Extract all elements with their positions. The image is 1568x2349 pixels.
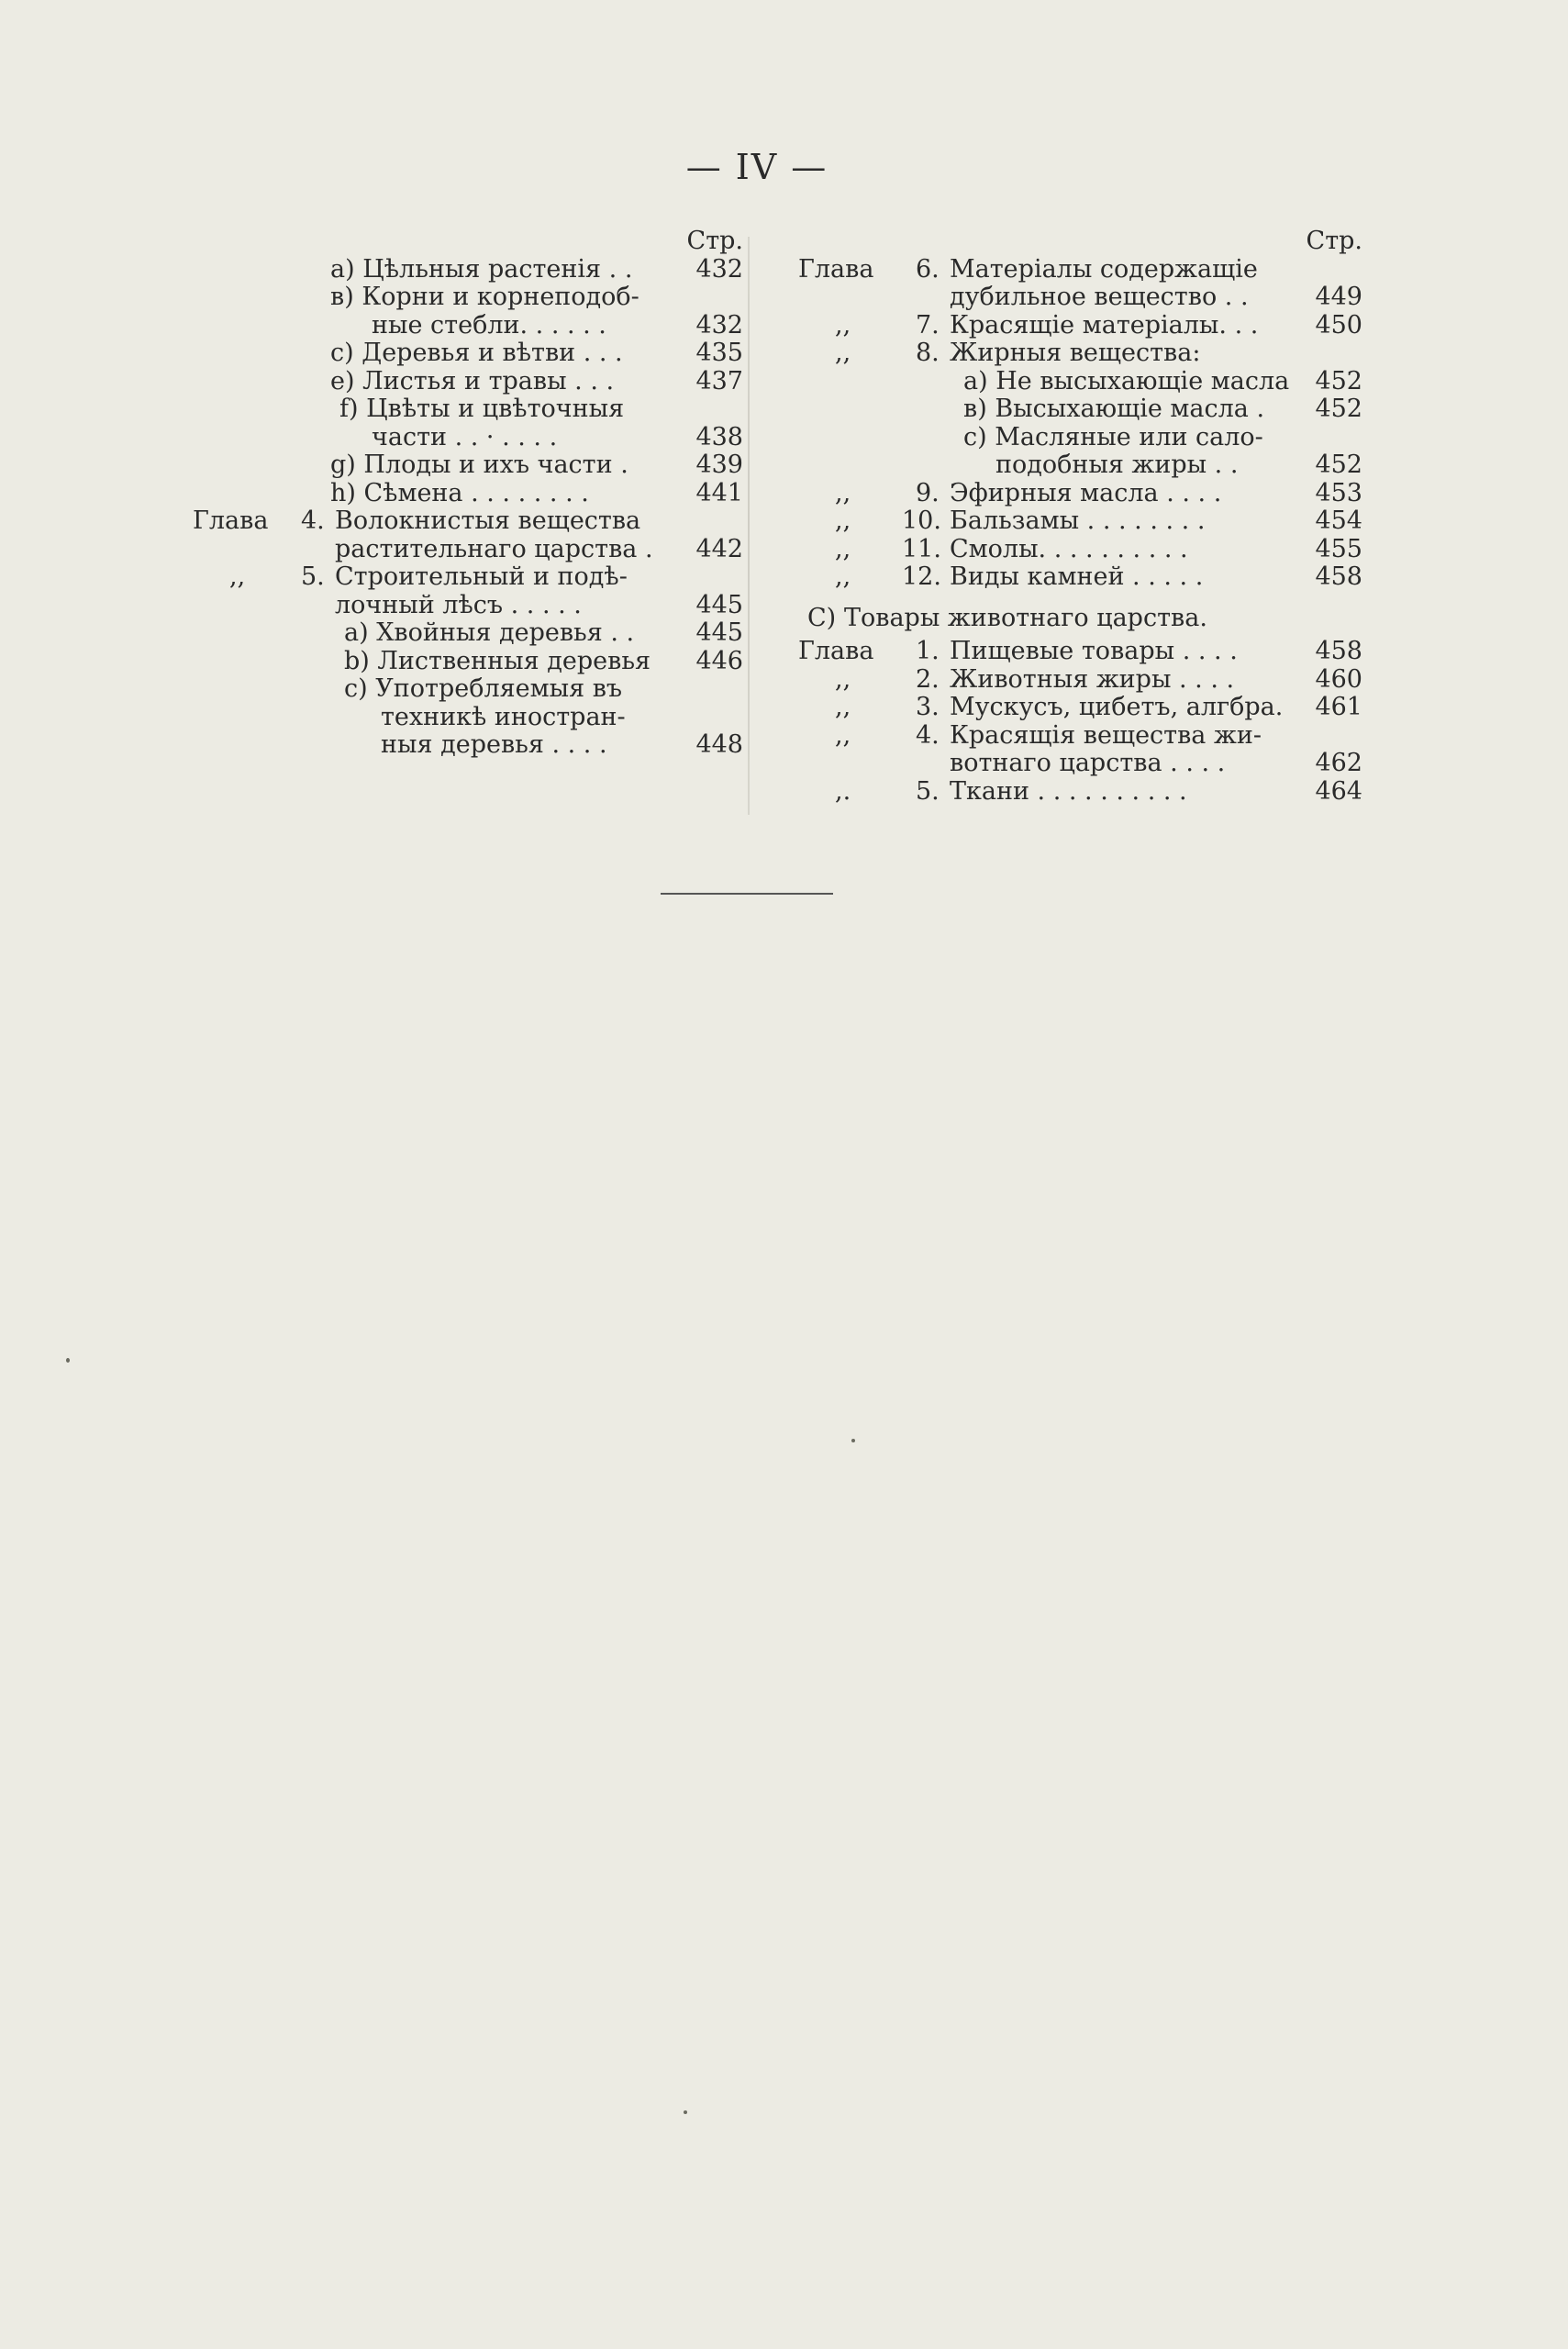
toc-entry [807,778,1362,807]
page-number-ref: 455 [1315,534,1362,563]
page-column-header: Стр. [1306,227,1362,255]
page-number-ref: 437 [695,366,743,395]
entry-title: g) Плоды и ихъ части . [330,451,628,479]
page-number-ref: 442 [695,534,743,563]
toc-entry [193,704,743,732]
chapter-number: 1. [916,637,940,665]
entry-title: вотнаго царства . . . . [950,749,1226,777]
page-number-ref: 439 [695,451,743,479]
toc-entry [193,480,743,508]
entry-title: Смолы. . . . . . . . . . [950,534,1188,563]
toc-entry [193,592,743,620]
entry-title: растительнаго царства . [335,534,653,563]
page-column-header-row [193,228,743,256]
chapter-number: 4. [916,720,940,750]
chapter-number: 4. [301,507,325,535]
page-number-ref: 460 [1315,664,1362,694]
toc-entry [193,563,743,592]
chapter-label: ,, [835,507,851,535]
page-number: — IV — [685,147,828,187]
toc-entry [193,368,743,396]
entry-title: части . . · . . . . [372,422,558,451]
page-column-header-row [807,228,1362,256]
entry-title: c) Масляные или сало- [963,422,1263,451]
toc-entry [193,507,743,536]
entry-title: Эфирныя масла . . . . [950,478,1222,507]
chapter-label: Глава [798,637,874,665]
chapter-number: 2. [916,664,940,694]
toc-entry [807,563,1362,592]
toc-entry [193,731,743,760]
toc-entry [193,340,743,368]
toc-left-column [193,228,743,760]
page-number-ref: 461 [1315,693,1362,721]
page-number-ref: 464 [1315,776,1362,806]
toc-entry [798,637,1362,666]
chapter-label: ,, [835,693,851,721]
chapter-label: ,, [835,478,851,507]
page-number-ref: 454 [1315,507,1362,535]
entry-title: Жирныя вещества: [950,339,1201,367]
entry-title: Ткани . . . . . . . . . . [950,776,1187,806]
entry-title: e) Листья и травы . . . [330,366,615,395]
chapter-number: 7. [916,310,940,340]
entry-title: c) Употребляемыя въ [344,674,623,703]
toc-entry [193,619,743,648]
entry-title: дубильное вещество . . [950,283,1249,311]
entry-title: Волокнистыя вещества [335,507,641,535]
toc-right-entries [798,254,1362,807]
toc-left-entries [193,256,743,760]
entry-title: f) Цвѣты и цвѣточныя [339,395,625,423]
toc-entry [193,312,743,340]
toc-entry [807,424,1362,452]
chapter-number: 10. [902,507,941,535]
entry-title: a) Цѣльныя растенія . . [330,254,633,284]
toc-entry [807,368,1362,396]
entry-title: Мускусъ, цибетъ, алгбра. [950,693,1284,721]
entry-title: Пищевые товары . . . . [950,637,1238,665]
toc-entry [193,284,743,312]
entry-title: c) Деревья и вѣтви . . . [330,339,623,367]
entry-title: b) Лиственныя деревья [344,646,651,675]
chapter-number: 12. [902,562,941,591]
chapter-label: C) [807,603,837,632]
page-column-header: Стр. [686,227,743,255]
page-number-ref: 452 [1315,395,1362,423]
chapter-label: ,, [835,310,851,340]
page-number-ref: 432 [695,310,743,340]
chapter-number: 11. [902,534,941,563]
entry-title: Бальзамы . . . . . . . . [950,507,1206,535]
entry-title: подобныя жиры . . [995,451,1239,479]
entry-title: Красящія вещества жи- [950,720,1262,750]
page-number-ref: 441 [695,478,743,507]
chapter-label: ,, [229,562,246,591]
entry-title: лочный лѣсъ . . . . . [335,590,582,619]
toc-entry [807,722,1362,751]
toc-entry [807,395,1362,424]
toc-entry [193,648,743,676]
toc-entry [807,666,1362,695]
entry-title: ныя деревья . . . . [381,730,607,759]
column-divider [748,237,750,815]
toc-entry [193,675,743,704]
toc-section-heading [807,605,1362,633]
entry-title: ные стебли. . . . . . [372,310,606,340]
entry-title: a) Хвойныя деревья . . [344,618,635,647]
toc-entry [193,256,743,284]
chapter-label: ,, [835,562,851,591]
entry-title: в) Корни и корнеподоб- [330,283,639,311]
chapter-label: ,, [835,339,851,367]
toc-entry [807,750,1362,778]
toc-entry [807,536,1362,564]
entry-title: Животныя жиры . . . . [950,664,1235,694]
chapter-number: 9. [916,478,940,507]
print-speck [684,2110,687,2114]
entry-title: a) Не высыхающіе масла [963,366,1290,395]
page-number-ref: 462 [1315,749,1362,777]
entry-title: Виды камней . . . . . [950,562,1204,591]
chapter-label: Глава [798,254,874,284]
toc-entry [807,480,1362,508]
page-number-ref: 445 [695,618,743,647]
toc-entry [193,424,743,452]
toc-entry [798,254,1362,284]
toc-entry [807,284,1362,312]
chapter-label: ,, [835,720,851,750]
page-number-ref: 452 [1315,451,1362,479]
entry-title: в) Высыхающіе масла . [963,395,1265,423]
toc-entry [193,451,743,480]
end-rule [661,893,833,895]
chapter-label: ,. [835,776,851,806]
page-number-ref: 438 [695,422,743,451]
page-number-ref: 432 [695,254,743,284]
page-number-ref: 449 [1315,283,1362,311]
page-number-ref: 453 [1315,478,1362,507]
page-number-ref: 458 [1315,562,1362,591]
page-number-ref: 445 [695,590,743,619]
toc-entry [807,694,1362,722]
entry-title: Матеріалы содержащіе [950,254,1258,284]
chapter-label: ,, [835,664,851,694]
chapter-label: Глава [193,507,269,535]
page-number-ref: 435 [695,339,743,367]
chapter-number: 5. [916,776,940,806]
toc-entry [807,507,1362,536]
print-speck [851,1439,855,1442]
toc-entry [193,395,743,424]
toc-entry [807,312,1362,340]
page-number-ref: 448 [695,730,743,759]
toc-entry [807,451,1362,480]
entry-title: h) Сѣмена . . . . . . . . [330,478,589,507]
entry-title: техникѣ иностран- [381,702,626,731]
page-number-ref: 450 [1315,310,1362,340]
chapter-number: 6. [916,254,940,284]
page-number-ref: 458 [1315,637,1362,665]
entry-title: Строительный и подѣ- [335,562,628,591]
chapter-number: 5. [301,562,325,591]
chapter-number: 3. [916,693,940,721]
entry-title: Товары животнаго царства. [844,603,1207,632]
toc-right-column [798,227,1362,806]
print-speck [66,1358,70,1363]
page-number-ref: 446 [695,646,743,675]
entry-title: Красящіе матеріалы. . . [950,310,1259,340]
toc-entry [807,340,1362,368]
page-number-ref: 452 [1315,366,1362,395]
toc-entry [193,536,743,564]
chapter-label: ,, [835,534,851,563]
chapter-number: 8. [916,339,940,367]
